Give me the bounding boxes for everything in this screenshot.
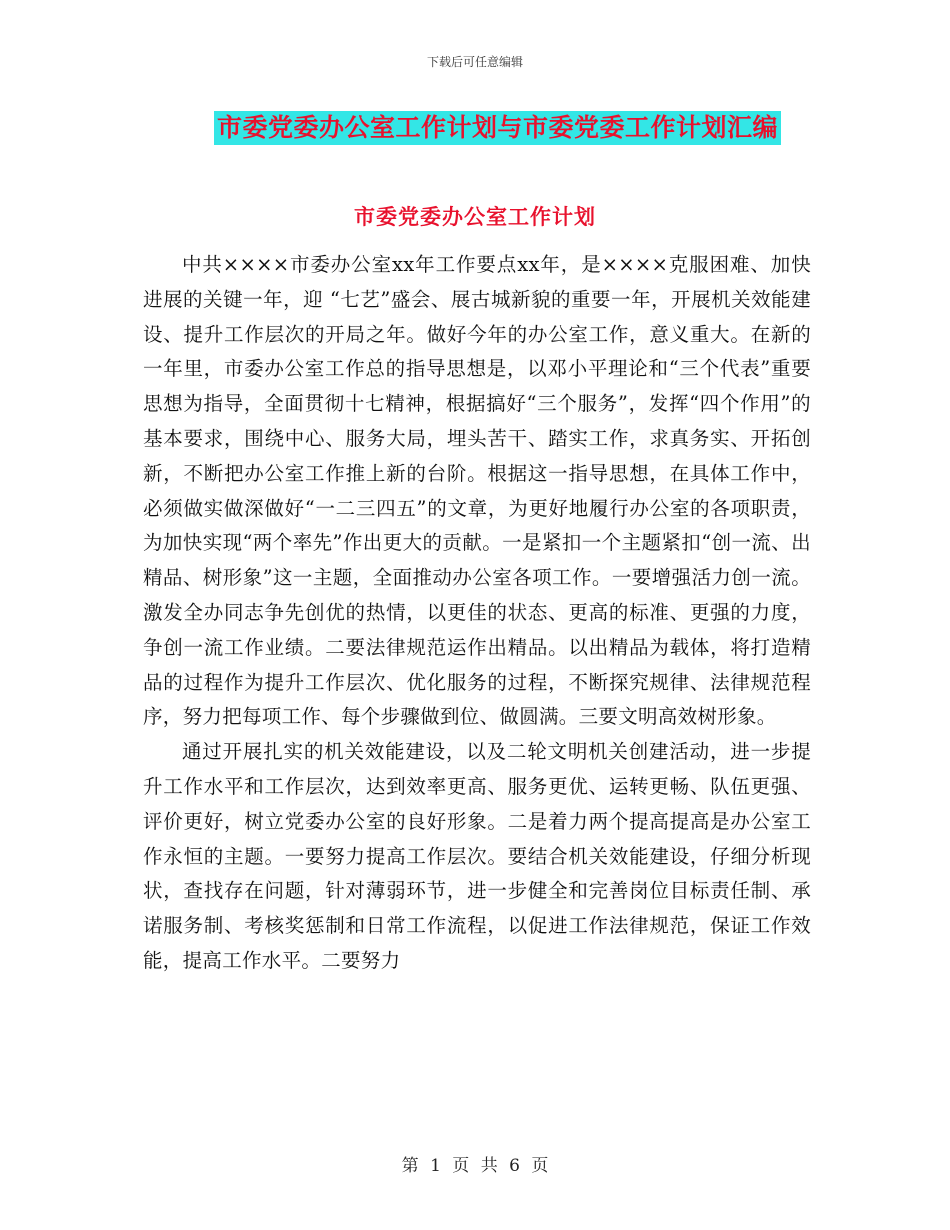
- document-title: 市委党委办公室工作计划与市委党委工作计划汇编: [214, 111, 781, 145]
- page-header-note: 下载后可任意编辑: [426, 55, 523, 69]
- document-title-container: [0, 111, 950, 145]
- paragraph: 通过开展扎实的机关效能建设，以及二轮文明机关创建活动，进一步提升工作水平和工作层次，达到效率更高、服务更优、运转更畅、队伍更强、评价更好，树立党委办公室的良好形象。二是着力两个提高提高是办公室工作永恒的主题。一要努力提高工作层次。要结合机关效能建设，仔细分析现状，查找存在问题，针对薄弱环节，进一步健全和完善岗位目标责任制、承诺服务制、考核奖惩制和日常工作流程，以促进工作法律规范，保证工作效能，提高工作水平。二要努力: [143, 740, 811, 972]
- page-number: 第 1 页 共 6 页: [401, 1156, 549, 1176]
- paragraph: 中共××××市委办公室xx年工作要点xx年，是××××克服困难、加快进展的关键一年，迎 “七艺”盛会、展古城新貌的重要一年，开展机关效能建设、提升工作层次的开局之年。做好今年的办公室工作，意义重大。在新的一年里，市委办公室工作总的指导思想是，以邓小平理论和“三个代表”重要思想为指导，全面贯彻十七精神，根据搞好“三个服务”，发挥“四个作用”的基本要求，围绕中心、服务大局，埋头苦干、踏实工作，求真务实、开拓创新，不断把办公室工作推上新的台阶。根据这一指导思想，在具体工作中，必须做实做深做好“一二三四五”的文章，为更好地履行办公室的各项职责，为加快实现“两个率先”作出更大的贡献。一是紧扣一个主题紧扣“创一流、出精品、树形象”这一主题，全面推动办公室各项工作。一要增强活力创一流。激发全办同志争先创优的热情，以更佳的状态、更高的标准、更强的力度，争创一流工作业绩。二要法律规范运作出精品。以出精品为载体，将打造精品的过程作为提升工作层次、优化服务的过程，不断探究规律、法律规范程序，努力把每项工作、每个步骤做到位、做圆满。三要文明高效树形象。: [143, 253, 811, 729]
- section-title: 市委党委办公室工作计划: [354, 204, 596, 229]
- document-body: [143, 248, 811, 979]
